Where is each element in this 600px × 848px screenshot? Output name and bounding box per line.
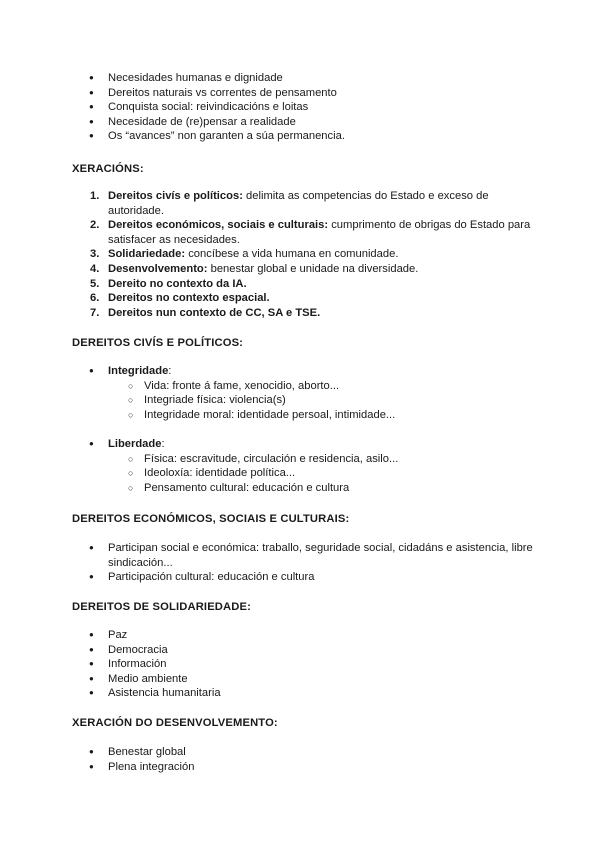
list-item: 4. Desenvolvemento: benestar global e unidade na diversidade. — [90, 262, 419, 275]
list-item: ● Dereitos naturais vs correntes de pensamento — [72, 86, 542, 101]
list-item: ● Información — [72, 657, 542, 672]
list-item: ● Plena integración — [72, 760, 542, 775]
sub-list-item: ○ Ideoloxía: identidade política... — [108, 466, 542, 481]
integridade-list — [72, 364, 542, 422]
list-item: 6. Dereitos no contexto espacial. — [90, 292, 270, 305]
section-heading-desenvolvemento: XERACIÓN DO DESENVOLVEMENTO: — [72, 717, 278, 729]
list-item: 7. Dereitos nun contexto de CC, SA e TSE. — [90, 306, 321, 319]
intro-list — [72, 71, 542, 144]
list-item: ● Necesidade de (re)pensar a realidade — [72, 115, 542, 130]
sub-list-item: ○ Vida: fronte á fame, xenocidio, aborto... — [108, 379, 542, 394]
list-item: ● Conquista social: reivindicacións e loitas — [72, 100, 542, 115]
section-heading-solidariedade: DEREITOS DE SOLIDARIEDADE: — [72, 601, 251, 613]
list-item: ● Asistencia humanitaria — [72, 686, 542, 701]
list-item: ● Necesidades humanas e dignidade — [72, 71, 542, 86]
list-item: 1. Dereitos civís e políticos: delimita as competencias do Estado e exceso de autoridade. — [90, 190, 489, 217]
list-item: ● Participan social e económica: traballo, seguridade social, cidadáns e asistencia, libre sindicación... — [72, 541, 542, 570]
list-item: ● Os “avances” non garanten a súa permanencia. — [72, 129, 542, 144]
solidariedade-list — [72, 628, 542, 701]
list-item-integridade: ● Integridade: ○ Vida: fronte á fame, xenocidio, aborto... ○ Integriade física: violencia(s) ○ Integridade moral: identidade persoal, intimidade... — [72, 364, 542, 422]
xeracions-list — [72, 189, 532, 320]
integridade-sublist — [108, 379, 542, 423]
liberdade-sublist — [108, 452, 542, 496]
list-item: ● Benestar global — [72, 745, 542, 760]
sub-list-item: ○ Integridade moral: identidade persoal, intimidade... — [108, 408, 542, 423]
section-heading-economicos: DEREITOS ECONÓMICOS, SOCIAIS E CULTURAIS: — [72, 513, 350, 525]
economicos-list — [72, 541, 542, 585]
list-item: ● Participación cultural: educación e cultura — [72, 570, 542, 585]
liberdade-list — [72, 437, 542, 495]
list-item: 3. Solidariedade: concíbese a vida humana en comunidade. — [90, 248, 399, 261]
list-item: ● Paz — [72, 628, 542, 643]
desenvolvemento-list — [72, 745, 542, 774]
section-heading-xeracions: XERACIÓNS: — [72, 163, 144, 175]
list-item-liberdade: ● Liberdade: ○ Física: escravitude, circulación e residencia, asilo... ○ Ideoloxía: identidade política... ○ Pensamento cultural: educación e cultura — [72, 437, 542, 495]
list-item: ● Medio ambiente — [72, 672, 542, 687]
sub-list-item: ○ Integriade física: violencia(s) — [108, 393, 542, 408]
sub-list-item: ○ Física: escravitude, circulación e residencia, asilo... — [108, 452, 542, 467]
section-heading-civis: DEREITOS CIVÍS E POLÍTICOS: — [72, 337, 244, 349]
list-item: ● Democracia — [72, 643, 542, 658]
list-item: 2. Dereitos económicos, sociais e culturais: cumprimento de obrigas do Estado para satisfacer as necesidades. — [90, 219, 531, 246]
list-item: 5. Dereito no contexto da IA. — [90, 277, 247, 290]
sub-list-item: ○ Pensamento cultural: educación e cultura — [108, 481, 542, 496]
